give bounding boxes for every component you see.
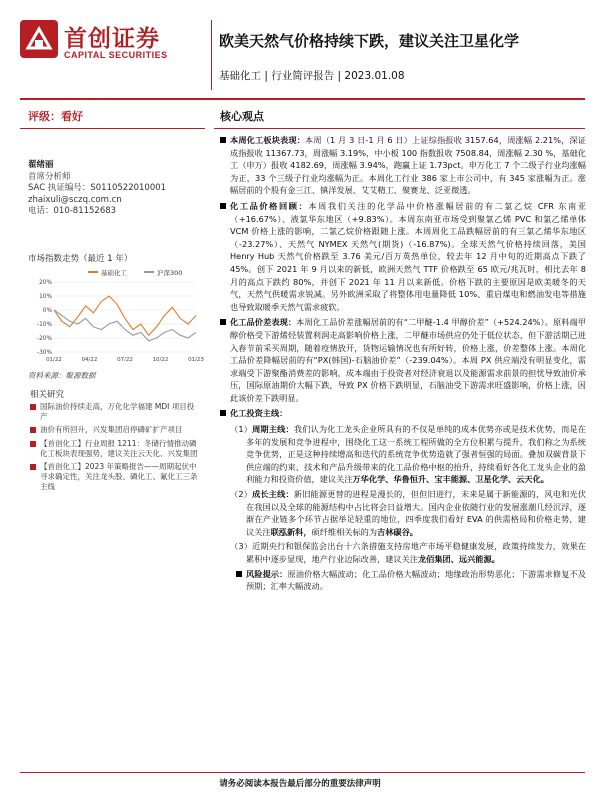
logo-text-en: CAPITAL SECURITIES [64,50,168,60]
theme-text: 硕纤维相关标的为 [311,526,378,537]
spread-paragraph [220,316,586,404]
theme-label: 周期主线： [252,424,294,435]
theme-stocks: 万华化学、华鲁恒升、宝丰能源、卫星化学、云天化。 [352,474,549,485]
main-rule [214,128,585,129]
sector-performance-paragraph [220,134,586,197]
report-subtitle: 基础化工 | 行业简评报告 | 2023.01.08 [219,70,405,82]
paragraph-label: 本周化工板块表现： [230,135,306,145]
theme-stocks: 龙佰集团、远兴能源。 [417,554,500,564]
x-tick-label: 01/22 [46,357,62,363]
related-item[interactable]: 【首创化工】2023 年策略报告——周期起伏中寻求确定性，关注龙头股、磷化工、氟化工三条主线 [30,462,200,493]
analyst-role: 首席分析师 [28,171,71,182]
risk-label: 风险提示： [246,568,288,579]
footer-rule [20,772,585,773]
y-tick-label: -20% [37,336,52,342]
related-research-title: 相关研究 [30,390,65,400]
legal-footer: 请务必阅读本报告最后部分的重要法律声明 [219,779,381,789]
core-view-title: 核心观点 [220,110,264,123]
property-theme [220,540,586,565]
related-item[interactable]: 【首创化工】行业周报 1211：冬储行情推动磷化工板块表现强势，建议关注云天化、兴发集团 [30,439,200,459]
series-line [54,310,196,341]
bullet-icon [220,137,226,143]
rating-value: 看好 [61,110,83,123]
market-index-chart [28,266,204,366]
header-rule [20,98,585,100]
header-divider [211,20,212,90]
y-tick-label: -30% [37,350,52,356]
related-item[interactable]: 油价有所回升，兴发集团启停磷矿扩产项目 [30,425,200,435]
bullet-icon [220,319,226,325]
growth-theme [220,488,586,538]
theme-text: 近期央行和银保监会出台十六条措施支持房地产市场平稳健康发展，政策持续发力，效果在累积中逐步显现，地产行业边际改善，建议关注 [246,541,586,564]
risk-text: 原油价格大幅波动；化工品价格大幅波动；地缘政治形势恶化；下游需求修复不及预期；汇率大幅波动。 [246,568,586,592]
theme-number: （2） [230,489,253,500]
cycle-theme [220,423,586,486]
capital-securities-logo-icon [20,20,58,58]
theme-number: （1） [230,424,253,435]
paragraph-label: 化工品价格回顾： [230,200,309,211]
market-chart-svg [28,266,204,366]
risk-warning [236,568,586,593]
y-tick-label: 0% [42,308,52,314]
y-tick-label: -10% [37,322,52,328]
theme-number: （3） [230,541,253,552]
analyst-phone: 电话：010-81152683 [28,206,117,216]
chart-source: 资料来源：聚源数据 [28,371,96,380]
paragraph-text: 本周我们关注的化学品中价格涨幅居前的有二氯乙烷 CFR 东南亚（+16.67%）、液氯华东地区（+9.83%）。本周东南亚市场受到聚氯乙烯 PVC 和氯乙烯单体 VCM 价格上涨的影响，二氯乙烷价格跟随上涨。本周周化工品跌幅居前的有三氯乙烯华东地区（-23.27%）、天然气 NYMEX 天然气(期货)（-16.87%)。全球天然气价格持续回落，美国 Henry Hub 天然气价格跌至 3.76 美元/百万英热单位，较去年 12 月中旬的近期高点下跌了 45%。创下 2021 年 9 月以来的新低，欧洲天然气 TTF 价格跌至 65 欧元/兆瓦时，相比去年 8 月的高点下跌约 80%，并创下 2021 年 11 月以来新低。价格下跌的主要原因是欧美暖冬的天气，天然气供暖需求锐减。另外欧洲采取了将整体用电量降低 10%、重启煤电和燃油发电等措施也导致取暖季天然气需求疲软。 [230,200,586,312]
paragraph-text: 本周化工品价差涨幅居前的有“二甲醚-1.4 甲醇价差”（+524.24%）。原料端甲醇价格受下游烯烃装置利润走高影响价格上涨，二甲醚市场供应仍处于低位状态，但下游活期已进入春节前采买周期，随着疫情放开，货物运输情况也有所好转，价格上涨，价差整体上涨。本周化工品价差降幅居前的有“PX(韩国)-石脑油价差”（-239.04%）。本周 PX 供应端没有明显变化，需求端受下游聚酯消费差的影响，成本端由于投资者对经济衰退以及能源需求前景的担忧导致油价承压，国际原油期价大幅下跌，导致 PX 价格下跌明显，石脑油受下游需求旺盛影响，价格上涨，因此该价差下跌明显。 [230,317,586,403]
theme-text: 新旧能源更替的进程是漫长的，但但旧进行，未来是属于新能源的，风电和光伏在我国以及全球的能源结构中占比将会日益增大。国内企业依随行业的发展涨潮几经沉浮，逐渐在产业链多个环节占据举足轻重的地位，四季度我们看好 EVA 的供需格局和价格走势，建议关注 [246,489,586,537]
x-tick-label: 10/22 [152,357,169,363]
x-tick-label: 01/23 [188,357,204,363]
analyst-license: SAC 执证编号：S0110522010001 [28,183,167,193]
legend-label: 沪深300 [157,269,183,277]
investment-theme-paragraph [220,407,586,420]
x-tick-label: 04/22 [81,357,98,363]
theme-label: 成长主线： [252,489,294,500]
analyst-name: 翟绪丽 [28,160,54,170]
logo-text-cn: 首创证券 [64,26,160,52]
rating-label: 评级： [28,110,61,123]
theme-stocks: 吉林碳谷。 [377,526,418,537]
rating [28,108,83,124]
theme-stocks: 联泓新科， [270,526,312,537]
market-chart-title: 市场指数走势（最近 1 年） [28,254,133,264]
y-tick-label: 10% [39,294,52,300]
bullet-icon [236,571,242,577]
x-tick-label: 07/22 [117,357,133,363]
bullet-icon [220,410,226,416]
paragraph-label: 化工投资主线： [230,408,288,419]
analyst-email[interactable]: zhaixuli@sczq.com.cn [28,194,122,205]
analyst-info [28,160,166,218]
related-item[interactable]: 国际油价持续走高，万化化学福建 MDI 项目投产 [30,402,200,422]
y-tick-label: 20% [39,280,52,286]
paragraph-label: 化工品价差表现： [230,317,297,328]
main-content [220,134,586,593]
price-review-paragraph [220,200,586,313]
theme-text: 我们认为化工龙头企业所具有的不仅是单纯的成本优势亦或是技术优势，而是在多年的发展和竞争进程中，围绕化工这一系统工程所做的全方位积累与提升，我们称之为系统竞争优势，正是这种持续增高和迭代的系统竞争优势造就了强者恒强的局面。叠加双碳背景下供应端的约束、技术和产品升级带来的化工品价格中枢的抬升，持续看好各化工龙头企业的盈利能力和投资价值，建议关注 [246,424,586,485]
report-title: 欧美天然气价格持续下跌，建议关注卫星化学 [219,32,520,50]
related-research-list [30,402,200,496]
company-logo [20,18,200,68]
paragraph-text: 本周（1 月 3 日-1 月 6 日）上证综指报收 3157.64，周涨幅 2.21%，深证成指报收 11367.73，周涨幅 3.19%，中小板 100 指数报收 7508.84，周涨幅 2.30 %，基础化工（申万）报收 4182.69，周涨幅 3.94%，跑赢上证 1.73pct。申万化工 7 个二级子行业均涨幅为正，33 个三级子行业均涨幅为正。本周化工行业 386 家上市公司中，有 345 家涨幅为正。涨幅居前的个股有金三江、镇洋发展、艾艾精工、聚赛龙、泛亚微透。 [230,135,586,196]
sidebar-rule [20,128,205,129]
bullet-icon [220,203,226,209]
legend-label: 基础化工 [101,269,127,277]
